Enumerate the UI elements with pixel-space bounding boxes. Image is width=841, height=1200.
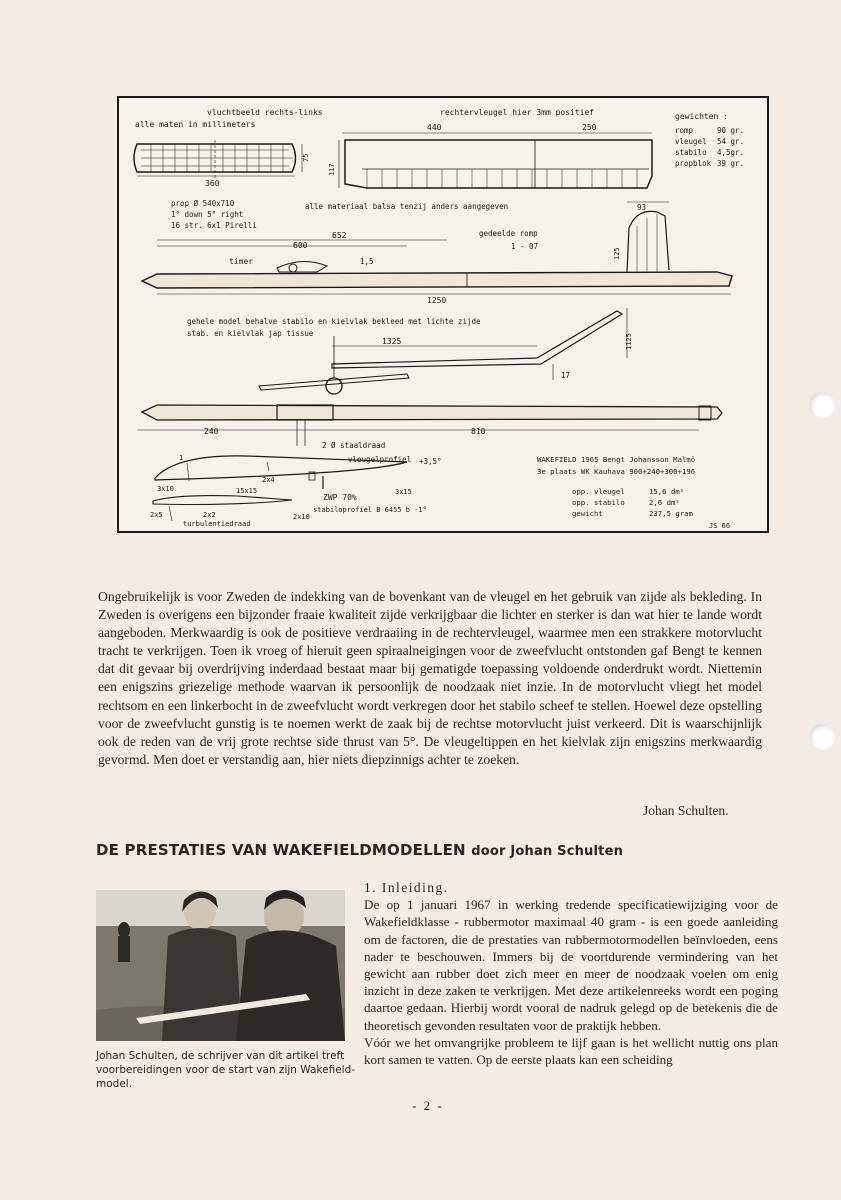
split-ratio: 1 - 07 bbox=[511, 242, 539, 251]
right-wing-note: rechtervleugel hier 3mm positief bbox=[440, 108, 595, 117]
prop-line: 16 str. 6x1 Pirelli bbox=[171, 221, 257, 230]
article-title bbox=[96, 841, 623, 859]
spec-value: 237,5 gram bbox=[649, 509, 693, 518]
dim-810: 810 bbox=[471, 427, 486, 436]
steel-wire-label: 2 Ø staaldraad bbox=[322, 441, 386, 450]
punch-hole-upper bbox=[809, 392, 835, 418]
wakefield-plan-drawing bbox=[117, 96, 769, 533]
stab-profile-label: stabiloprofiel B 6455 b -1° bbox=[313, 506, 427, 514]
spar-label: 3x10 bbox=[157, 485, 174, 493]
dim-1-5: 1,5 bbox=[360, 257, 374, 266]
flight-pattern-label: vluchtbeeld rechts-links bbox=[207, 108, 323, 117]
spar-label: 2x5 bbox=[150, 511, 163, 519]
model-info: WAKEFIELD 1965 Bengt Johansson Malmö bbox=[537, 455, 696, 464]
punch-hole-lower bbox=[809, 724, 835, 750]
dim-240: 240 bbox=[204, 427, 219, 436]
prop-line: 1° down 5° right bbox=[171, 210, 244, 219]
spar-label: 2x10 bbox=[293, 513, 310, 521]
spar-label: 2x2 bbox=[203, 511, 216, 519]
spec-label: opp. stabilo bbox=[572, 498, 625, 507]
spar-label: 3x15 bbox=[395, 488, 412, 496]
dim-600: 600 bbox=[293, 241, 308, 250]
weights-title: gewichten : bbox=[675, 112, 728, 121]
dim-360: 360 bbox=[205, 179, 220, 188]
section-text: De op 1 januari 1967 in werking tredende specificatiewijziging voor de Wakefieldklasse - rubbermotor maximaal 40 gram - is een goede aanleiding om de factoren, die de prestaties van rubbermotormodellen beïnvloeden, eens nader te beschouwen. Immers bij de voortdurende vermindering van het gewicht aan rubber doet zich meer en meer de noodzaak voelen om enig inzicht in deze zaken te verkrijgen. Met deze artikelenreeks wordt een poging daartoe gedaan. Hierbij wordt vooral de nadruk gelegd op de betekenis die de theoretisch gevonden resultaten voor de praktijk hebben. bbox=[364, 897, 778, 1033]
covering-note: stab. en kielvlak jap tissue bbox=[187, 329, 314, 338]
model-result: 3e plaats WK Kauhava 900+240+300+196 bbox=[537, 467, 696, 476]
weight-value: 54 gr. bbox=[717, 137, 745, 146]
article-byline: door Johan Schulten bbox=[471, 844, 624, 859]
wing-profile-label: vleugelprofiel bbox=[348, 455, 412, 464]
dim-1250: 1250 bbox=[427, 296, 447, 305]
dim-117: 117 bbox=[328, 163, 336, 176]
photo-caption: Johan Schulten, de schrijver van dit artikel treft voorbereidingen voor de start van zijn Wakefield-model. bbox=[96, 1050, 356, 1090]
paragraph-text: Ongebruikelijk is voor Zweden de indekking van de bovenkant van de vleugel en het gebruik van zijde als bekleding. In Zweden is overigens een bijzonder fraaie kwaliteit zijde verkrijgbaar die lichter en sterker is dan wat hier te lande wordt aangeboden. Merkwaardig is ook de positieve verdraaiing in de rechtervleugel, waarmee men een strakkere motorvlucht tracht te verkrijgen. Toen ik vroeg of hieruit geen spiraalneigingen voor de zweefvlucht ontstonden gaf Bengt te kennen dat dit gevaar bij overdrijving inderdaad bestaat maar bij gematigde toepassing voldoende onderdrukt wordt. Niettemin een enigszins griezelige methode waarvan ik persoonlijk de noodzaak niet inzie. In de motorvlucht vliegt het model rechtsom en een linkerbocht in de zweefvlucht wordt verkregen door het stabilo scheef te stellen. Hoewel deze opstelling voor de zweefvlucht gunstig is te noemen werkt de zaak bij de rechtse motorvlucht juist verkeerd. Dit is waarschijnlijk ook de reden van de vrij grote rechtse side thrust van 5°. De vleugeltippen en het kielvlak zijn enigszins merkwaardig gevormd. Men doet er verstandig aan, hier niets diepzinnigs achter te zoeken. bbox=[98, 589, 762, 767]
weight-value: 39 gr. bbox=[717, 159, 745, 168]
dim-17: 17 bbox=[561, 371, 571, 380]
balsa-note: alle materiaal balsa tenzij anders aangegeven bbox=[305, 202, 509, 211]
weight-value: 90 gr. bbox=[717, 126, 745, 135]
spec-label: gewicht bbox=[572, 509, 603, 518]
spar-label: 15x15 bbox=[236, 487, 258, 495]
dim-1125: 1125 bbox=[625, 333, 633, 350]
section-text: Vóór we het omvangrijke probleem te lijf gaan is het wellicht nuttig ons plan kort samen te vatten. Op de eerste plaats kan een scheiding bbox=[364, 1034, 778, 1068]
weight-part: vleugel bbox=[675, 137, 707, 146]
timer-label: timer bbox=[229, 257, 254, 266]
covering-note: gehele model behalve stabilo en kielvlak bekleed met lichte zijde bbox=[187, 317, 481, 326]
dim-440: 440 bbox=[427, 123, 442, 132]
dim-652: 652 bbox=[332, 231, 347, 240]
author-photo bbox=[96, 890, 345, 1041]
page-number: - 2 - bbox=[412, 1098, 444, 1113]
weight-part: stabilo bbox=[675, 148, 707, 157]
signature: Johan Schulten. bbox=[643, 803, 729, 818]
spec-label: opp. vleugel bbox=[572, 487, 625, 496]
section-introduction bbox=[364, 879, 778, 1068]
weight-part: propblok bbox=[675, 159, 712, 168]
spar-label: 2x4 bbox=[262, 476, 275, 484]
article-title-main: DE PRESTATIES VAN WAKEFIELDMODELLEN bbox=[96, 841, 466, 859]
spar-label: 1 bbox=[179, 454, 184, 462]
turbulator-label: turbulentiedraad bbox=[183, 520, 251, 528]
spec-value: 15,6 dm² bbox=[649, 487, 685, 496]
drawing-credit: JS 66 bbox=[709, 522, 731, 530]
dim-250: 250 bbox=[582, 123, 597, 132]
dim-75: 75 bbox=[302, 153, 310, 162]
dim-1325: 1325 bbox=[382, 337, 402, 346]
weight-value: 4,5gr. bbox=[717, 148, 745, 157]
dimensions-note: alle maten in millimeters bbox=[135, 120, 256, 129]
article-paragraph bbox=[98, 588, 762, 769]
dim-125: 125 bbox=[613, 247, 621, 260]
prop-line: prop Ø 540x710 bbox=[171, 199, 235, 208]
section-heading: 1. Inleiding. bbox=[364, 880, 449, 895]
split-fuselage-label: gedeelde romp bbox=[479, 229, 538, 238]
spec-value: 2,6 dm² bbox=[649, 498, 680, 507]
dim-93: 93 bbox=[637, 203, 647, 212]
zwp-label: ZWP 70% bbox=[323, 493, 357, 502]
wing-incidence: +3,5° bbox=[419, 457, 442, 466]
weight-part: romp bbox=[675, 126, 694, 135]
